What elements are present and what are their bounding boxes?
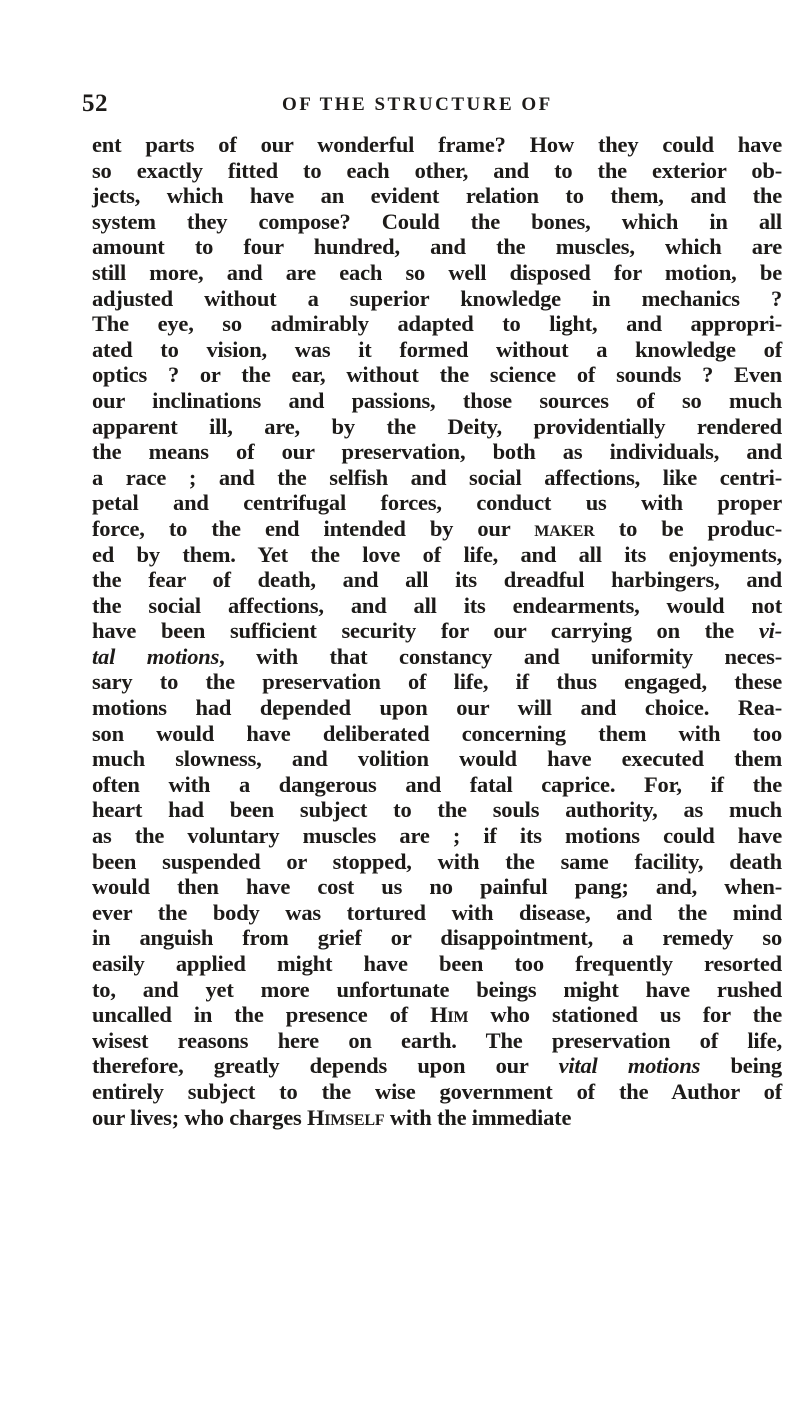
text-line: son would have deliberated concerning them with too [92, 720, 782, 746]
styled-word: Him [430, 1002, 469, 1028]
text-line: a race ; and the selfish and social affections, like centri- [92, 464, 782, 490]
styled-word: vi- [758, 618, 782, 644]
text-line: the social affections, and all its endearments, would not [92, 592, 782, 618]
text-line: adjusted without a superior knowledge in mechanics ? [92, 285, 782, 311]
text-line: uncalled in the presence of Him who stationed us for the [92, 1002, 782, 1028]
text-line: petal and centrifugal forces, conduct us with proper [92, 490, 782, 516]
text-line: ated to vision, was it formed without a knowledge of [92, 336, 782, 362]
text-line: our lives; who charges Himself with the immediate [92, 1104, 572, 1130]
text-line: apparent ill, are, by the Deity, providentially rendered [92, 413, 782, 439]
styled-word: tal motions [92, 643, 220, 669]
text-line: as the voluntary muscles are ; if its motions could have [92, 823, 782, 849]
text-line: heart had been subject to the souls authority, as much [92, 797, 782, 823]
text-line: optics ? or the ear, without the science of sounds ? Even [92, 362, 782, 388]
text-line: jects, which have an evident relation to them, and the [92, 183, 782, 209]
text-line: amount to four hundred, and the muscles, which are [92, 234, 782, 260]
body-text [92, 132, 782, 1130]
styled-word: maker [534, 515, 595, 541]
text-line: easily applied might have been too frequently resorted [92, 951, 782, 976]
styled-word: vital motions [558, 1053, 701, 1079]
page-header [82, 90, 722, 120]
text-line: so exactly fitted to each other, and to the exterior ob- [92, 157, 782, 183]
text-line: system they compose? Could the bones, which in all [92, 208, 782, 234]
running-head: OF THE STRUCTURE OF [282, 94, 553, 115]
text-line: ed by them. Yet the love of life, and all its enjoyments, [92, 541, 782, 567]
text-line: wisest reasons here on earth. The preservation of life, [92, 1027, 782, 1053]
text-line: ever the body was tortured with disease, and the mind [92, 899, 782, 925]
styled-word: Himself [306, 1104, 385, 1130]
text-line: ent parts of our wonderful frame? How they could have [92, 132, 782, 157]
text-line: force, to the end intended by our maker to be produc- [92, 515, 783, 541]
text-line: our inclinations and passions, those sources of so much [92, 387, 782, 413]
text-line: have been sufficient security for our carrying on the vi- [92, 618, 782, 644]
text-line: tal motions, with that constancy and uniformity neces- [92, 643, 782, 669]
text-line: much slowness, and volition would have executed them [92, 746, 782, 772]
text-line: The eye, so admirably adapted to light, and appropri- [92, 311, 782, 337]
text-line: in anguish from grief or disappointment, a remedy so [92, 925, 782, 951]
text-line: sary to the preservation of life, if thus engaged, these [92, 669, 782, 695]
text-line: therefore, greatly depends upon our vital motions being [92, 1053, 782, 1079]
text-line: been suspended or stopped, with the same facility, death [92, 848, 782, 874]
text-line: often with a dangerous and fatal caprice. For, if the [92, 771, 782, 797]
text-line: still more, and are each so well disposed for motion, be [92, 259, 782, 285]
text-line: the means of our preservation, both as individuals, and [92, 439, 782, 465]
text-line: to, and yet more unfortunate beings might have rushed [92, 976, 782, 1002]
text-line: the fear of death, and all its dreadful harbingers, and [92, 567, 782, 593]
page-number: 52 [82, 90, 108, 117]
text-line: entirely subject to the wise government of the Author of [92, 1078, 782, 1104]
text-line: motions had depended upon our will and choice. Rea- [92, 695, 782, 721]
text-line: would then have cost us no painful pang; and, when- [92, 874, 782, 900]
